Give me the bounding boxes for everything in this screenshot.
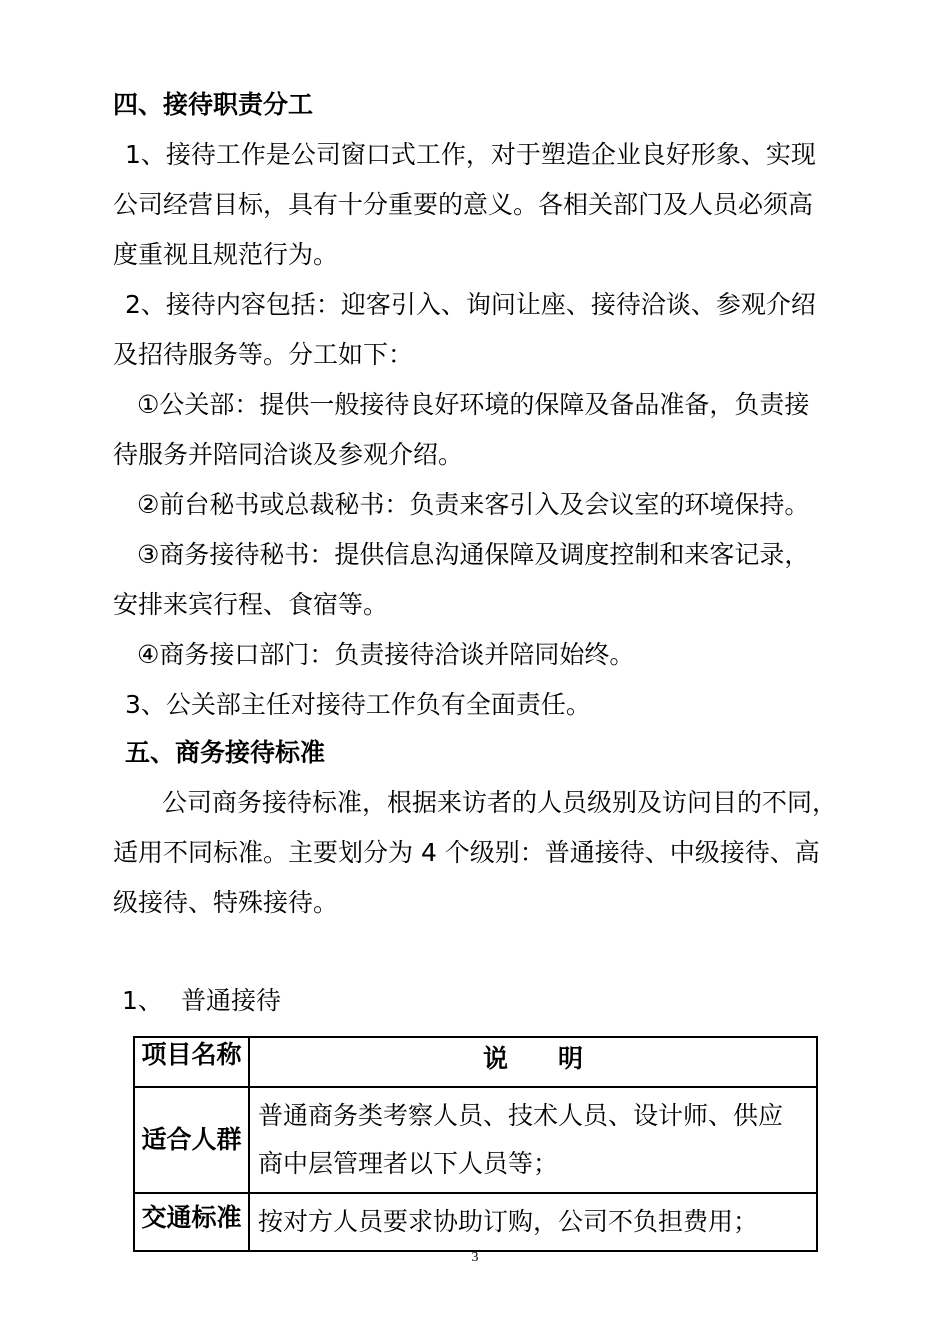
table-row [134,1193,817,1251]
list-item-line: ①公关部：提供一般接待良好环境的保障及备品准备，负责接 [137,390,810,419]
paragraph-line: 3、公关部主任对接待工作负有全面责任。 [125,690,591,719]
reception-standard-table [133,1036,818,1252]
table-cell-line: 商中层管理者以下人员等； [258,1149,559,1178]
list-item-line: ②前台秘书或总裁秘书：负责来客引入及会议室的环境保持。 [137,490,810,519]
list-item-line: ③商务接待秘书：提供信息沟通保障及调度控制和来客记录， [137,540,810,569]
paragraph-line: 及招待服务等。分工如下： [113,340,414,369]
table-row-label: 适合人群 [134,1087,249,1193]
page-number: 3 [471,1250,479,1265]
paragraph-line: 1、接待工作是公司窗口式工作，对于塑造企业良好形象、实现 [125,140,816,169]
paragraph-line: 公司经营目标，具有十分重要的意义。各相关部门及人员必须高 [113,190,814,219]
paragraph-line: 度重视且规范行为。 [113,240,339,269]
paragraph-line: 级接待、特殊接待。 [113,888,339,917]
section-heading-4: 四、接待职责分工 [113,90,314,119]
subsection-number: 1、 [122,986,163,1015]
table-row-description [249,1087,817,1193]
table-cell-line: 按对方人员要求协助订购，公司不负担费用； [258,1207,759,1236]
table-cell-line: 普通商务类考察人员、技术人员、设计师、供应 [258,1101,784,1130]
section-heading-5: 五、商务接待标准 [125,738,326,767]
table-row-description [249,1193,817,1251]
paragraph-line: 公司商务接待标准，根据来访者的人员级别及访问目的不同， [162,788,838,817]
table-header-cell: 项目名称 [134,1037,249,1087]
subsection-title: 普通接待 [181,986,282,1015]
paragraph-line: 适用不同标准。主要划分为 4 个级别：普通接待、中级接待、高 [113,838,820,867]
table-header-cell: 说 明 [249,1037,817,1087]
list-item-line: ④商务接口部门：负责接待洽谈并陪同始终。 [137,640,635,669]
list-item-line: 安排来宾行程、食宿等。 [113,590,389,619]
list-item-line: 待服务并陪同洽谈及参观介绍。 [113,440,464,469]
table-row [134,1087,817,1193]
paragraph-line: 2、接待内容包括：迎客引入、询问让座、接待洽谈、参观介绍 [125,290,816,319]
table-row-label: 交通标准 [134,1193,249,1251]
table-header-row [134,1037,817,1087]
